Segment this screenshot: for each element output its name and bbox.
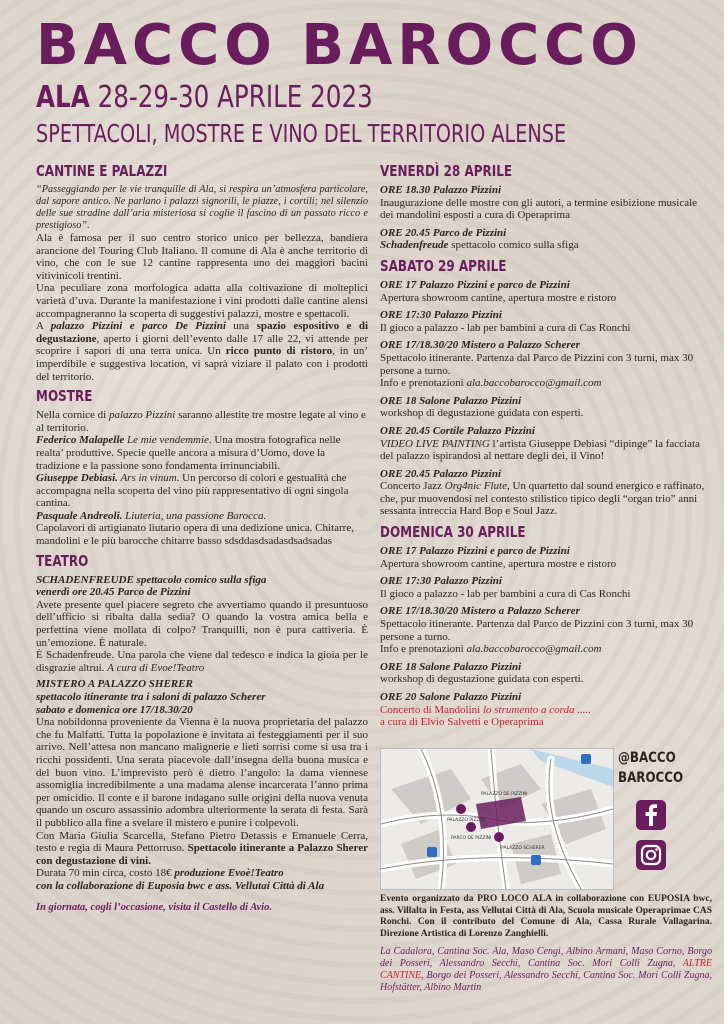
event-text: a cura di Elvio Salvetti e Operaprima — [380, 716, 544, 729]
event-text: workshop di degustazione guidata con esperti. — [380, 407, 584, 420]
social-handle-line-1: @BACCO — [618, 750, 676, 766]
event-time: ORE 17 Palazzo Pizzini e parco de Pizzini — [380, 278, 570, 291]
text-span: Federico Malapelle — [36, 434, 125, 447]
avio-note: In giornata, cogli l’occasione, visita il Castello di Avio. — [36, 901, 272, 913]
map-label-palazzo-de-pizzini: PALAZZO DE PIZZINI — [481, 792, 528, 797]
text-span: produzione Evoè!Teatro — [174, 867, 284, 880]
text-span: palazzo Pizzini e parco De Pizzini — [50, 320, 226, 333]
text-span: Schadenfreude — [380, 239, 449, 252]
social-block — [618, 748, 688, 788]
teatro-show-1-text-2 — [36, 649, 368, 674]
text-span: ALTRE CANTINE — [380, 958, 712, 981]
mostra-2 — [36, 472, 368, 510]
text-span: A — [36, 320, 51, 333]
event-entry — [380, 575, 710, 600]
event-entry — [380, 184, 710, 222]
teatro-show-1-when: venerdì ore 20.45 Parco de Pizzini — [36, 586, 191, 599]
text-span: A cura di Evoe!Teatro — [107, 661, 205, 674]
teatro-show-2-title: MISTERO A PALAZZO SHERER — [36, 678, 193, 691]
text-span: ricco punto di ristoro — [225, 345, 333, 358]
poster-dates — [36, 80, 373, 116]
date-range: 28-29-30 APRILE 2023 — [97, 80, 373, 115]
text-span: spettacolo comico sulla sfiga — [448, 239, 579, 252]
mostra-1 — [36, 434, 368, 472]
event-time: ORE 17 Palazzo Pizzini e parco de Pizzini — [380, 545, 570, 558]
event-time: ORE 20.45 Parco de Pizzini — [380, 226, 507, 239]
event-time: ORE 20.45 Palazzo Pizzini — [380, 467, 502, 480]
footer-credits — [380, 894, 712, 994]
text-span: , aperto i giorni dell’evento dalle 17 alle 22, vi attende per scoprire i sapori di una terra unica. Un — [36, 332, 368, 358]
text-span: , Borgo dei Posseri, Alessandro Secchi, Cantina Soc. Mori Colli Zugna, Hofstätter, Albino Martin — [380, 970, 712, 993]
text-span: Durata 70 min circa, costo 18€ — [36, 867, 175, 880]
teatro-show-1-text: Avete presente quel piacere segreto che avvertiamo quando il presuntuoso dell’ufficio si ribalta dalla sedia? O quando la vostra amica bella e perfettina viene mollata di colpo? Tranquilli, non è pura cattiveria. È un’emozione. È naturale. — [36, 598, 368, 649]
event-entry — [380, 425, 710, 463]
event-text — [380, 704, 710, 717]
event-entry — [380, 545, 710, 570]
teatro-show-2-collab: con la collaborazione di Euposia bwc e ass. Vellutai Città di Ala — [36, 879, 325, 892]
event-info — [380, 643, 710, 656]
text-span: saranno allestite tre mostre legate al vino e al territorio. — [36, 409, 366, 434]
text-span: La Cadalora, Cantina Soc. Ala, Maso Cengi, Albino Armani, Maso Corno, Borgo dei Posseri, Alessandro Secchi, Cantina Soc. Mori Colli Zugna, — [380, 946, 712, 969]
text-span: Info e prenotazioni — [380, 377, 467, 390]
event-text — [380, 480, 710, 518]
cantine-paragraph-2: Una peculiare zona morfologica adatta alla coltivazione di molteplici varietà d’uva. Durante la manifestazione i vini prodotti dalle cantine alensi accompagneranno la scoperta di suggestivi palazzi, mostre e spettacoli. — [36, 282, 368, 320]
mostra-3 — [36, 510, 368, 548]
location-map[interactable] — [380, 748, 614, 890]
section-heading-mostre: MOSTRE — [36, 387, 93, 406]
text-span: l’artista Giuseppe Debiasi “dipinge” la facciata del palazzo ispirandosi al nettare degli dei, il Vino! — [380, 437, 700, 463]
event-text — [380, 438, 710, 463]
facebook-icon[interactable] — [636, 800, 666, 830]
text-span: Liuteria, una passione Barocca. — [122, 509, 267, 522]
event-time: ORE 18 Salone Palazzo Pizzini — [380, 660, 522, 673]
cantine-quote: “Passeggiando per le vie tranquille di Ala, si respira un’atmosfera particolare, dal sapore antico. Ne parlano i palazzi signorili, le piazze, i cortili; nel silenzio delle sue stradine dall’aria misteriosa si coglie il fascino di un passato ricco e prestigioso”. — [36, 184, 368, 231]
text-span: Info e prenotazioni — [380, 643, 467, 656]
map-graphic — [381, 749, 613, 889]
text-span: È Schadenfreude. Una parola che viene dal tedesco e indica la gioia per le disgrazie altrui. — [36, 649, 368, 674]
left-column — [36, 160, 368, 914]
event-entry — [380, 395, 710, 420]
event-time: ORE 20 Salone Palazzo Pizzini — [380, 691, 522, 703]
right-column — [380, 160, 710, 734]
event-time: ORE 17/18.30/20 Mistero a Palazzo Scherer — [380, 605, 580, 618]
text-span: Org4nic Flute — [444, 480, 507, 493]
text-span: Con Maria Giulia Scarcella, Stefano Pietro Detassis e Emanuele Cerra, testo e regia di Maura Pettorruso. — [36, 829, 368, 855]
day-heading-venerdi: VENERDÌ 28 APRILE — [380, 162, 513, 180]
teatro-show-2-text: Una nobildonna proveniente da Vienna è la nuova proprietaria del palazzo che fu Malfatti. Tutta la popolazione è invitata ai festeggiamenti per il suo arrivo. Nell’attesa non mancano malignerie e lieti sorrisi come si usa tra i ricchi possidenti. Una serata piacevole dall’insegna della buona musica e del buon vino. L’imprevisto però è dietro l’angolo: la dama viennese assomiglia incredibilmente a una madama alense incarcerata l’anno prima per omicidio. Il conte e il barone indagano sulle origini della nuova venuta quando un oscuro assassinio adombra ulteriormente la serata di festa. Sarà il pubblico alla fine a svelare il mistero e punire i colpevoli. — [36, 716, 368, 829]
text-span: Pasquale Andreoli. — [36, 509, 123, 522]
event-text: workshop di degustazione guidata con esperti. — [380, 673, 584, 686]
event-time: ORE 18.30 Palazzo Pizzini — [380, 184, 502, 196]
teatro-show-2-duration — [36, 867, 368, 880]
teatro-show-2-when: sabato e domenica ore 17/18.30/20 — [36, 703, 193, 716]
event-text: Apertura showroom cantine, apertura mostre e ristoro — [380, 291, 617, 304]
event-entry — [380, 691, 710, 729]
event-time: ORE 20.45 Cortile Palazzo Pizzini — [380, 424, 535, 437]
text-span: . Una mostra fotografica nelle realta’ produttive. Specie quelle ancora a misura d’Uomo, dove la tradizione e la passione sono fondamenta irrinunciabili. — [36, 434, 341, 472]
event-text: Spettacolo itinerante. Partenza dal Parco de Pizzini con 3 turni, max 30 persone a turno. — [380, 351, 694, 377]
poster-subtitle: SPETTACOLI, MOSTRE E VINO DEL TERRITORIO ALENSE — [36, 119, 567, 148]
email-link[interactable]: ala.baccobarocco@gmail.com — [466, 377, 602, 390]
text-span: una — [225, 320, 257, 333]
text-span: VIDEO LIVE PAINTING — [380, 437, 490, 450]
map-label-palazzo-pizzini: PALAZZO PIZZINI — [447, 818, 486, 823]
event-entry — [380, 227, 710, 252]
teatro-show-2-cast — [36, 830, 368, 868]
text-span: lo strumento a corda ..... — [482, 703, 592, 716]
event-text: Il gioco a palazzo - lab per bambini a cura di Cas Ronchi — [380, 587, 631, 600]
event-text: Spettacolo itinerante. Partenza dal Parco de Pizzini con 3 turni, max 30 persone a turno. — [380, 618, 694, 643]
place-name: ALA — [36, 80, 90, 115]
section-heading-cantine: CANTINE E PALAZZI — [36, 162, 168, 180]
day-heading-domenica: DOMENICA 30 APRILE — [380, 523, 526, 542]
day-heading-sabato: SABATO 29 APRILE — [380, 256, 507, 275]
text-span: Le mie vendemmie — [124, 434, 209, 447]
text-span: Giuseppe Debiasi. — [36, 472, 118, 485]
map-label-scherer: PALAZZO SCHERER — [501, 846, 545, 851]
poster-title: BACCO BAROCCO — [36, 13, 643, 78]
event-time: ORE 18 Salone Palazzo Pizzini — [380, 394, 522, 407]
event-entry — [380, 661, 710, 686]
text-span: Spettacolo itinerante a Palazzo Sherer con degustazione di vini. — [36, 842, 368, 867]
event-time: ORE 17:30 Palazzo Pizzini — [380, 575, 502, 588]
event-text: Il gioco a palazzo - lab per bambini a cura di Cas Ronchi — [380, 321, 631, 334]
event-info — [380, 377, 710, 390]
sponsors-list — [380, 946, 712, 994]
text-span: Concerto di Mandolini — [380, 703, 483, 716]
section-heading-teatro: TEATRO — [36, 551, 89, 570]
event-time: ORE 17:30 Palazzo Pizzini — [380, 309, 502, 322]
text-span: . Un percorso di colori e gestualità che accompagna nella scoperta del vino più rappresentativo di ogni singola cantina. — [36, 472, 349, 510]
instagram-icon[interactable] — [636, 840, 666, 870]
teatro-show-2-sub: spettacolo itinerante tra i saloni di palazzo Scherer — [36, 691, 266, 703]
text-span: , Un quartetto dal sound energico e raffinato, che, pur muovendosi nel contesto stilistico tipico degli “organ trio” anni sessanta intreccia Hard Bop e Soul Jazz. — [380, 480, 705, 518]
text-span: spazio espositivo e di degustazione — [36, 320, 369, 345]
social-handle-line-2: BAROCCO — [618, 770, 684, 786]
event-entry — [380, 309, 710, 334]
organizer-text: Evento organizzato da PRO LOCO ALA in collaborazione con EUPOSIA bwc, ass. Villalta in Festa, ass Vellutai Città di Ala, Scuola musicale Operaprimae CAS Ronchi. Con il contributo del Comune di Ala, Cassa Rurale Vallagarina. Direzione Artistica di Lorenzo Zanghielli. — [380, 894, 712, 939]
text-span: Nella cornice di — [36, 409, 109, 422]
text-span: , in un’ imperdibile e suggestiva location, vi saprà viziare il palato con i prodotti del territorio. — [36, 345, 368, 383]
text-span: Capolavori di artigianato liutario opera di una dedizione unica. Chitarre, mandolini e le più barocche chitarre basso sdsddasdsadasdsadsadas — [36, 522, 354, 548]
event-text: Apertura showroom cantine, apertura mostre e ristoro — [380, 557, 617, 570]
event-entry — [380, 279, 710, 304]
event-time: ORE 17/18.30/20 Mistero a Palazzo Scherer — [380, 339, 580, 352]
event-text — [380, 239, 710, 252]
teatro-show-1-title: SCHADENFREUDE spettacolo comico sulla sfiga — [36, 573, 267, 586]
event-entry — [380, 605, 710, 655]
map-label-parco: PARCO DE PIZZINI — [451, 836, 492, 841]
cantine-paragraph-1: Ala è famosa per il suo centro storico unico per bellezza, bandiera arancione del Touring Club Italiano. Il comune di Ala è anche territorio di vino, che con le sue 12 cantine rappresenta uno dei maggiori bacini vitivinicoli trentini. — [36, 232, 368, 282]
text-span: Concerto Jazz — [380, 480, 445, 493]
email-link[interactable]: ala.baccobarocco@gmail.com — [466, 643, 602, 656]
event-entry — [380, 468, 710, 518]
text-span: Ars in vinum — [117, 472, 177, 485]
mostre-intro — [36, 409, 368, 434]
event-text: Inaugurazione delle mostre con gli autori, a termine esibizione musicale dei mandolini esposti a cura di Operaprima — [380, 196, 698, 222]
event-entry — [380, 339, 710, 389]
text-span: palazzo Pizzini — [109, 409, 176, 422]
cantine-paragraph-3 — [36, 320, 368, 383]
